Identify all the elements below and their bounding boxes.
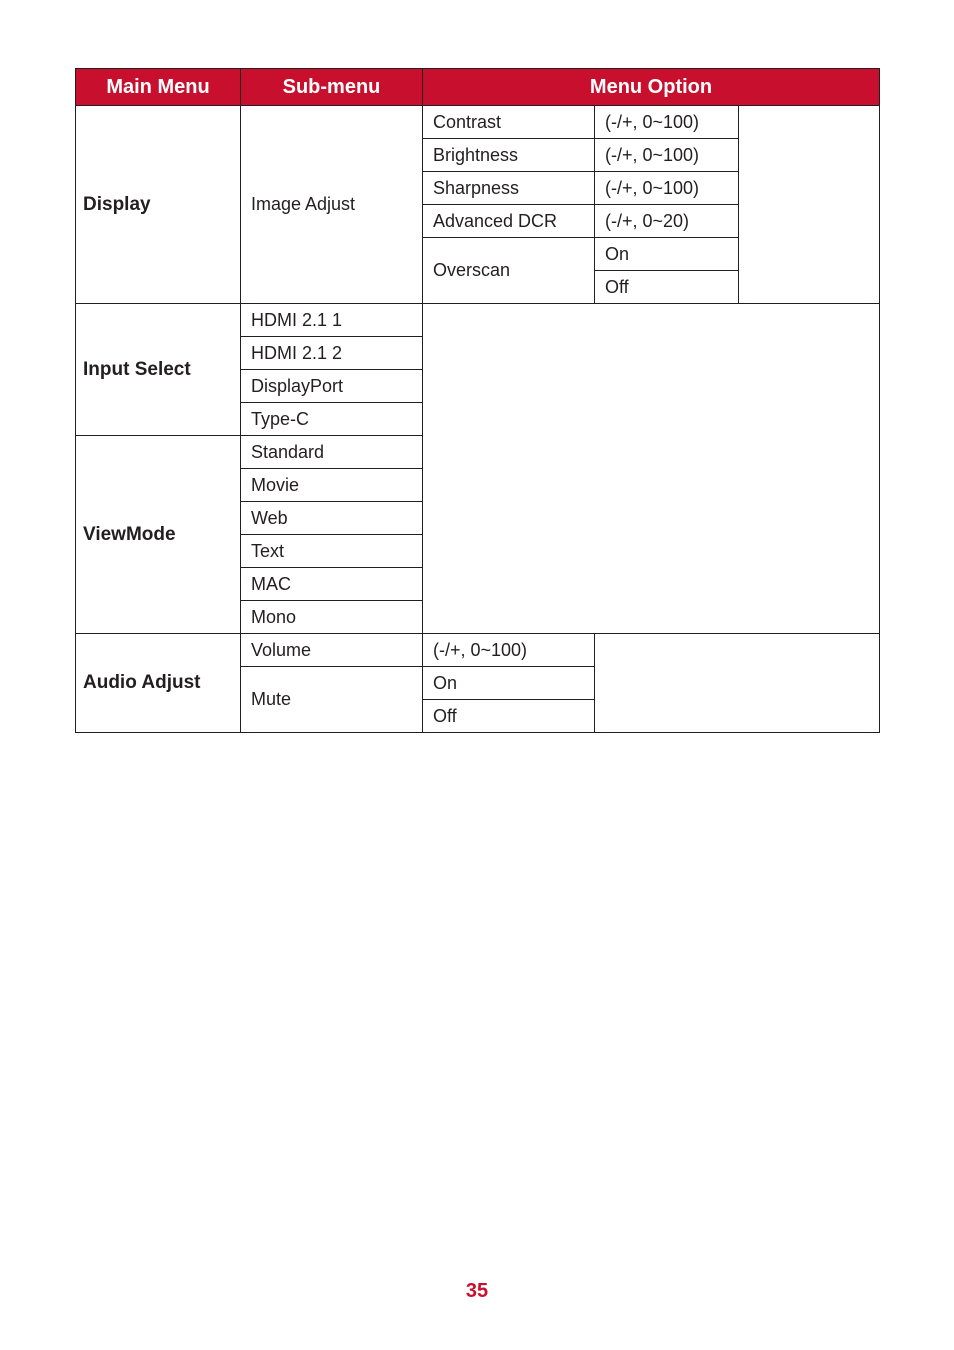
sub-menu-standard: Standard (241, 436, 423, 469)
table-header-row (76, 69, 880, 106)
empty-cell (423, 304, 880, 634)
option-volume-value: (-/+, 0~100) (423, 634, 595, 667)
table-row (76, 106, 880, 139)
option-overscan-on: On (595, 238, 739, 271)
option-contrast: Contrast (423, 106, 595, 139)
sub-menu-hdmi-1: HDMI 2.1 1 (241, 304, 423, 337)
option-overscan: Overscan (423, 238, 595, 304)
option-mute-on: On (423, 667, 595, 700)
sub-menu-hdmi-2: HDMI 2.1 2 (241, 337, 423, 370)
option-mute-off: Off (423, 700, 595, 733)
main-menu-display: Display (76, 106, 241, 304)
sub-menu-mac: MAC (241, 568, 423, 601)
sub-menu-web: Web (241, 502, 423, 535)
osd-menu-table (75, 68, 880, 733)
sub-menu-mute: Mute (241, 667, 423, 733)
main-menu-audio-adjust: Audio Adjust (76, 634, 241, 733)
option-sharpness-value: (-/+, 0~100) (595, 172, 739, 205)
option-sharpness: Sharpness (423, 172, 595, 205)
empty-cell (739, 106, 880, 304)
header-main-menu: Main Menu (76, 69, 241, 106)
sub-menu-text: Text (241, 535, 423, 568)
empty-cell (595, 634, 880, 733)
option-brightness-value: (-/+, 0~100) (595, 139, 739, 172)
sub-menu-image-adjust: Image Adjust (241, 106, 423, 304)
sub-menu-displayport: DisplayPort (241, 370, 423, 403)
header-menu-option: Menu Option (423, 69, 880, 106)
main-menu-viewmode: ViewMode (76, 436, 241, 634)
option-brightness: Brightness (423, 139, 595, 172)
option-overscan-off: Off (595, 271, 739, 304)
sub-menu-movie: Movie (241, 469, 423, 502)
option-contrast-value: (-/+, 0~100) (595, 106, 739, 139)
page-number: 35 (465, 1280, 489, 1302)
header-sub-menu: Sub-menu (241, 69, 423, 106)
sub-menu-mono: Mono (241, 601, 423, 634)
option-advanced-dcr-value: (-/+, 0~20) (595, 205, 739, 238)
table-row (76, 634, 880, 667)
option-advanced-dcr: Advanced DCR (423, 205, 595, 238)
main-menu-input-select: Input Select (76, 304, 241, 436)
sub-menu-type-c: Type-C (241, 403, 423, 436)
sub-menu-volume: Volume (241, 634, 423, 667)
table-row (76, 304, 880, 337)
